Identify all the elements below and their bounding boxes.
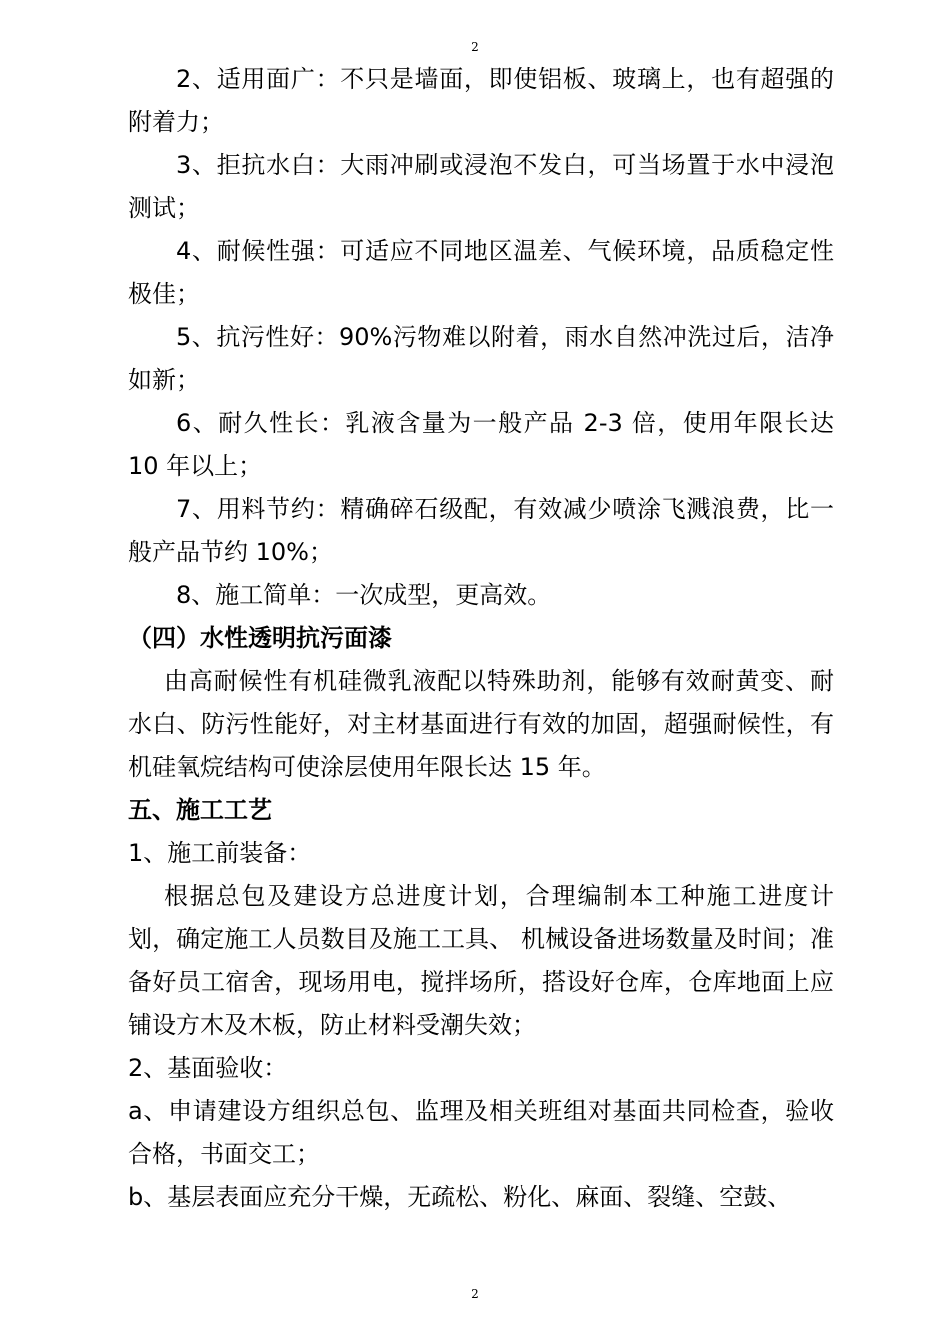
inspection-item-b: b、基层表面应充分干燥，无疏松、粉化、麻面、裂缝、空鼓、 — [128, 1183, 792, 1211]
topcoat-description: 由高耐候性有机硅微乳液配以特殊助剂，能够有效耐黄变、耐水白、防污性能好，对主材基面进行有效的加固，超强耐候性，有机硅氧烷结构可使涂层使用年限长达 15 年。 — [128, 667, 834, 781]
feature-item-5: 5、抗污性好：90%污物难以附着，雨水自然冲洗过后，洁净如新； — [128, 323, 834, 394]
document-body — [128, 58, 834, 1219]
footer-page-number: 2 — [471, 1287, 479, 1301]
feature-item-4: 4、耐候性强：可适应不同地区温差、气候环境，品质稳定性极佳； — [128, 237, 834, 308]
feature-item-7: 7、用料节约：精确碎石级配，有效减少喷涂飞溅浪费，比一般产品节约 10%； — [128, 495, 834, 566]
feature-item-6: 6、耐久性长：乳液含量为一般产品 2-3 倍，使用年限长达 10 年以上； — [128, 409, 834, 480]
step-heading-inspection: 2、基面验收： — [128, 1054, 288, 1082]
inspection-item-a: a、申请建设方组织总包、监理及相关班组对基面共同检查，验收合格，书面交工； — [128, 1097, 834, 1168]
preparation-description: 根据总包及建设方总进度计划，合理编制本工种施工进度计划，确定施工人员数目及施工工具、 机械设备进场数量及时间；准备好员工宿舍，现场用电，搅拌场所，搭设好仓库，仓库地面上应铺设方木及木板，防止材料受潮失效； — [128, 882, 834, 1039]
feature-item-3: 3、拒抗水白：大雨冲刷或浸泡不发白，可当场置于水中浸泡测试； — [128, 151, 834, 222]
section-heading-construction: 五、施工工艺 — [128, 796, 272, 824]
step-heading-preparation: 1、施工前装备： — [128, 839, 312, 867]
feature-item-2: 2、适用面广：不只是墙面，即使铝板、玻璃上，也有超强的附着力； — [128, 65, 834, 136]
feature-item-8: 8、施工简单：一次成型，更高效。 — [176, 581, 552, 609]
header-page-number: 2 — [471, 40, 479, 54]
section-heading-topcoat: （四）水性透明抗污面漆 — [128, 624, 392, 652]
